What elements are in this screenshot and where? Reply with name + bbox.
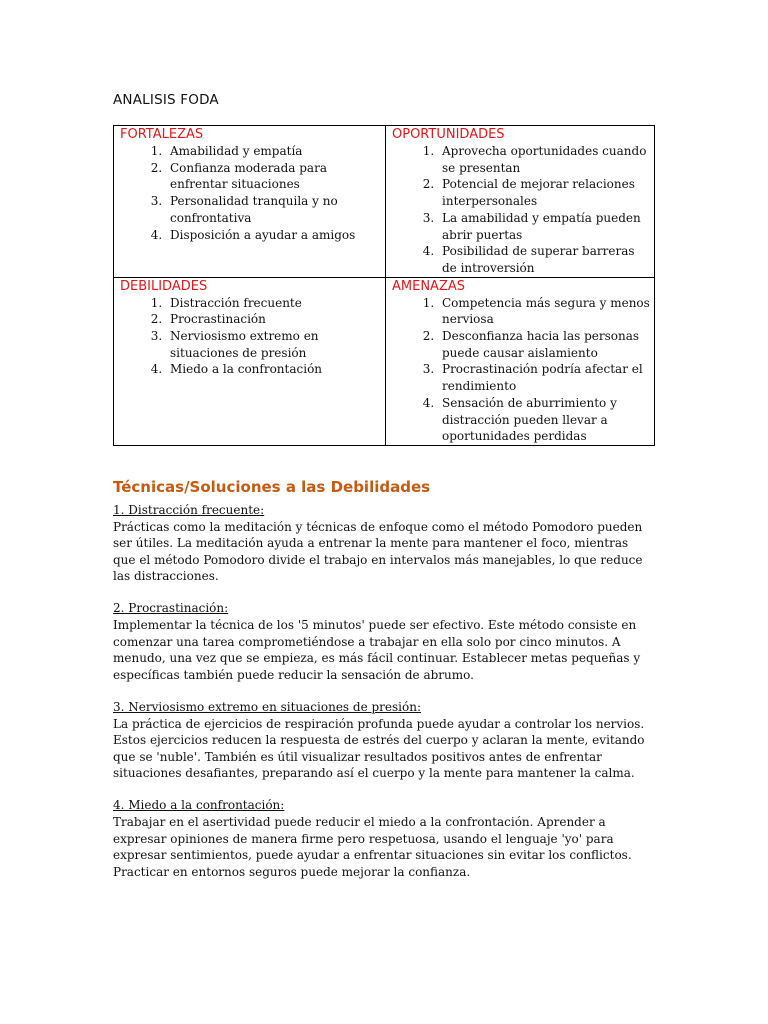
solution-section — [113, 502, 653, 585]
solution-body: Prácticas como la meditación y técnicas de enfoque como el método Pomodoro pueden ser útiles. La meditación ayuda a entrenar la mente para mantener el foco, mientras que el método Pomodoro divide el trabajo en intervalos más manejables, lo que reduce las distracciones. — [113, 519, 643, 584]
fortalezas-heading: FORTALEZAS — [120, 127, 204, 142]
debilidades-cell — [114, 277, 386, 445]
solutions-heading: Técnicas/Soluciones a las Debilidades — [113, 478, 431, 496]
fortalezas-item: 3. Personalidad tranquila y no confrontativa — [166, 193, 381, 226]
fortalezas-item: 4. Disposición a ayudar a amigos — [166, 227, 381, 244]
debilidades-item: 4. Miedo a la confrontación — [166, 361, 381, 378]
debilidades-heading: DEBILIDADES — [120, 278, 208, 294]
debilidades-item: 1. Distracción frecuente — [166, 295, 381, 312]
oportunidades-cell — [386, 126, 655, 278]
amenazas-item: 1. Competencia más segura y menos nerviosa — [438, 295, 650, 328]
solution-title: 2. Procrastinación: — [113, 601, 229, 616]
solution-section — [113, 699, 653, 782]
swot-row-top — [114, 126, 655, 278]
oportunidades-item: 3. La amabilidad y empatía pueden abrir puertas — [438, 210, 650, 243]
solution-title: 4. Miedo a la confrontación: — [113, 798, 285, 813]
swot-table — [113, 125, 655, 446]
fortalezas-list — [114, 143, 385, 243]
amenazas-cell — [386, 277, 655, 445]
debilidades-item: 2. Procrastinación — [166, 311, 381, 328]
solutions-sections — [113, 502, 653, 896]
amenazas-heading: AMENAZAS — [392, 278, 465, 294]
amenazas-item: 4. Sensación de aburrimiento y distracción pueden llevar a oportunidades perdidas — [438, 395, 650, 445]
oportunidades-list — [386, 143, 654, 277]
oportunidades-item: 2. Potencial de mejorar relaciones interpersonales — [438, 176, 650, 209]
oportunidades-item: 4. Posibilidad de superar barreras de introversión — [438, 243, 650, 276]
oportunidades-item: 1. Aprovecha oportunidades cuando se presentan — [438, 143, 650, 176]
amenazas-item: 3. Procrastinación podría afectar el rendimiento — [438, 361, 650, 394]
amenazas-list — [386, 295, 654, 445]
fortalezas-item: 1. Amabilidad y empatía — [166, 143, 381, 160]
debilidades-list — [114, 295, 385, 379]
debilidades-item: 3. Nerviosismo extremo en situaciones de presión — [166, 328, 381, 361]
solution-body: La práctica de ejercicios de respiración profunda puede ayudar a controlar los nervios. Estos ejercicios reducen la respuesta de estrés del cuerpo y aclaran la mente, evitando que se 'nuble'. También es útil visualizar resultados positivos antes de enfrentar situaciones desafiantes, preparando así el cuerpo y la mente para mantener la calma. — [113, 716, 645, 781]
fortalezas-item: 2. Confianza moderada para enfrentar situaciones — [166, 160, 381, 193]
amenazas-item: 2. Desconfianza hacia las personas puede causar aislamiento — [438, 328, 650, 361]
oportunidades-heading: OPORTUNIDADES — [392, 127, 505, 142]
solution-title: 3. Nerviosismo extremo en situaciones de presión: — [113, 699, 422, 714]
solution-body: Implementar la técnica de los '5 minutos' puede ser efectivo. Este método consiste en comenzar una tarea comprometiéndose a trabajar en ella solo por cinco minutos. A menudo, una vez que se empieza, es más fácil continuar. Establecer metas pequeñas y específicas también puede reducir la sensación de abrumo. — [113, 618, 641, 682]
solution-title: 1. Distracción frecuente: — [113, 503, 265, 517]
solution-section — [113, 600, 653, 683]
swot-row-bottom — [114, 277, 655, 445]
solution-section — [113, 797, 653, 880]
fortalezas-cell — [114, 126, 386, 278]
solution-body: Trabajar en el asertividad puede reducir el miedo a la confrontación. Aprender a expresar opiniones de manera firme pero respetuosa, usando el lenguaje 'yo' para expresar sentimientos, puede ayudar a enfrentar situaciones sin evitar los conflictos. Practicar en entornos seguros puede mejorar la confianza. — [113, 815, 632, 879]
document-title: ANALISIS FODA — [113, 92, 219, 108]
